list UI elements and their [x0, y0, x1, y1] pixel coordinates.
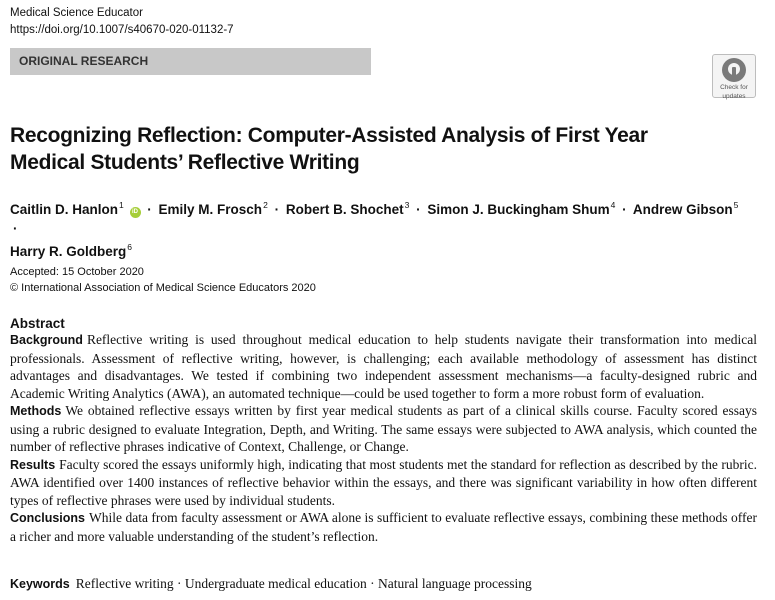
- author-separator: ·: [622, 202, 627, 217]
- affiliation-marker: 5: [733, 200, 739, 210]
- author-separator: ·: [147, 202, 152, 217]
- abstract-conclusions: [10, 509, 757, 545]
- abstract-section-label: Conclusions: [10, 511, 86, 525]
- doi-link[interactable]: https://doi.org/10.1007/s40670-020-01132-7: [10, 24, 234, 36]
- keywords-text: Reflective writing · Undergraduate medical education · Natural language processing: [75, 576, 532, 591]
- badge-label-line1: Check for: [720, 84, 748, 91]
- abstract-body: [10, 331, 757, 545]
- abstract-section-label: Results: [10, 457, 56, 472]
- abstract-heading: Abstract: [10, 316, 65, 331]
- abstract-results: [10, 456, 757, 510]
- check-for-updates-icon: [722, 58, 746, 82]
- abstract-section-text: While data from faculty assessment or AWA alone is sufficient to evaluate reflective essays, combining these methods offer a richer and more valuable understanding of the student’s reflection.: [10, 510, 757, 544]
- author-separator: ·: [274, 202, 280, 217]
- affiliation-marker: 2: [263, 200, 268, 210]
- abstract-section-label: Background: [10, 333, 83, 347]
- journal-name: Medical Science Educator: [10, 7, 143, 19]
- abstract-background: [10, 331, 757, 402]
- section-label: ORIGINAL RESEARCH: [10, 48, 371, 75]
- affiliation-marker: 1: [119, 200, 124, 210]
- accepted-date: Accepted: 15 October 2020: [10, 266, 144, 278]
- abstract-section-text: We obtained reflective essays written by first year medical students as part of a clinical skills course. Faculty scored essays using a rubric designed to evaluate Integration, Depth, and Writing. The same essays were subjected to AWA analysis, which counted the number of reflective phrases indicative of Context, Challenge, or Change.: [10, 403, 757, 454]
- author-name[interactable]: Emily M. Frosch: [158, 202, 263, 217]
- affiliation-marker: 6: [127, 242, 133, 252]
- title-line-2: Medical Students’ Reflective Writing: [10, 151, 360, 174]
- author-separator: ·: [13, 221, 18, 236]
- abstract-methods: [10, 402, 757, 456]
- keywords-label: Keywords: [10, 577, 70, 591]
- abstract-section-text: Faculty scored the essays uniformly high, indicating that most students met the standard for reflection as described by the rubric. AWA identified over 1400 instances of reflective behavior within the essays, and there was significant variability in how often different types of reflective phrases were used by individual students.: [10, 456, 757, 508]
- author-name[interactable]: Caitlin D. Hanlon: [10, 202, 118, 217]
- author-name[interactable]: Simon J. Buckingham Shum: [427, 202, 610, 217]
- author-separator: ·: [416, 202, 421, 217]
- author-name[interactable]: Robert B. Shochet: [285, 202, 404, 217]
- affiliation-marker: 3: [404, 200, 410, 210]
- copyright-notice: © International Association of Medical Science Educators 2020: [10, 282, 316, 294]
- keywords: [10, 575, 532, 593]
- author-name[interactable]: Harry R. Goldberg: [10, 244, 127, 259]
- abstract-section-text: Reflective writing is used throughout medical education to help students navigate their transformation into medical professionals. Assessment of reflective writing, however, is challenging; each available methodology of assessment has distinct advantages and disadvantages. We tested if combining two independent assessment mechanisms—a faculty-designed rubric and Academic Writing Analytics (AWA), an automated technique—could be used together to form a more robust form of evaluation.: [10, 332, 757, 401]
- affiliation-marker: 4: [610, 200, 616, 210]
- badge-label-line2: updates: [722, 93, 746, 100]
- orcid-icon[interactable]: iD: [130, 207, 141, 218]
- article-title: [10, 122, 710, 176]
- abstract-section-label: Methods: [10, 404, 62, 418]
- title-line-1: Recognizing Reflection: Computer-Assisted Analysis of First Year: [10, 124, 648, 147]
- author-list: [10, 196, 750, 261]
- check-for-updates-badge[interactable]: [712, 54, 756, 98]
- author-name[interactable]: Andrew Gibson: [632, 202, 733, 217]
